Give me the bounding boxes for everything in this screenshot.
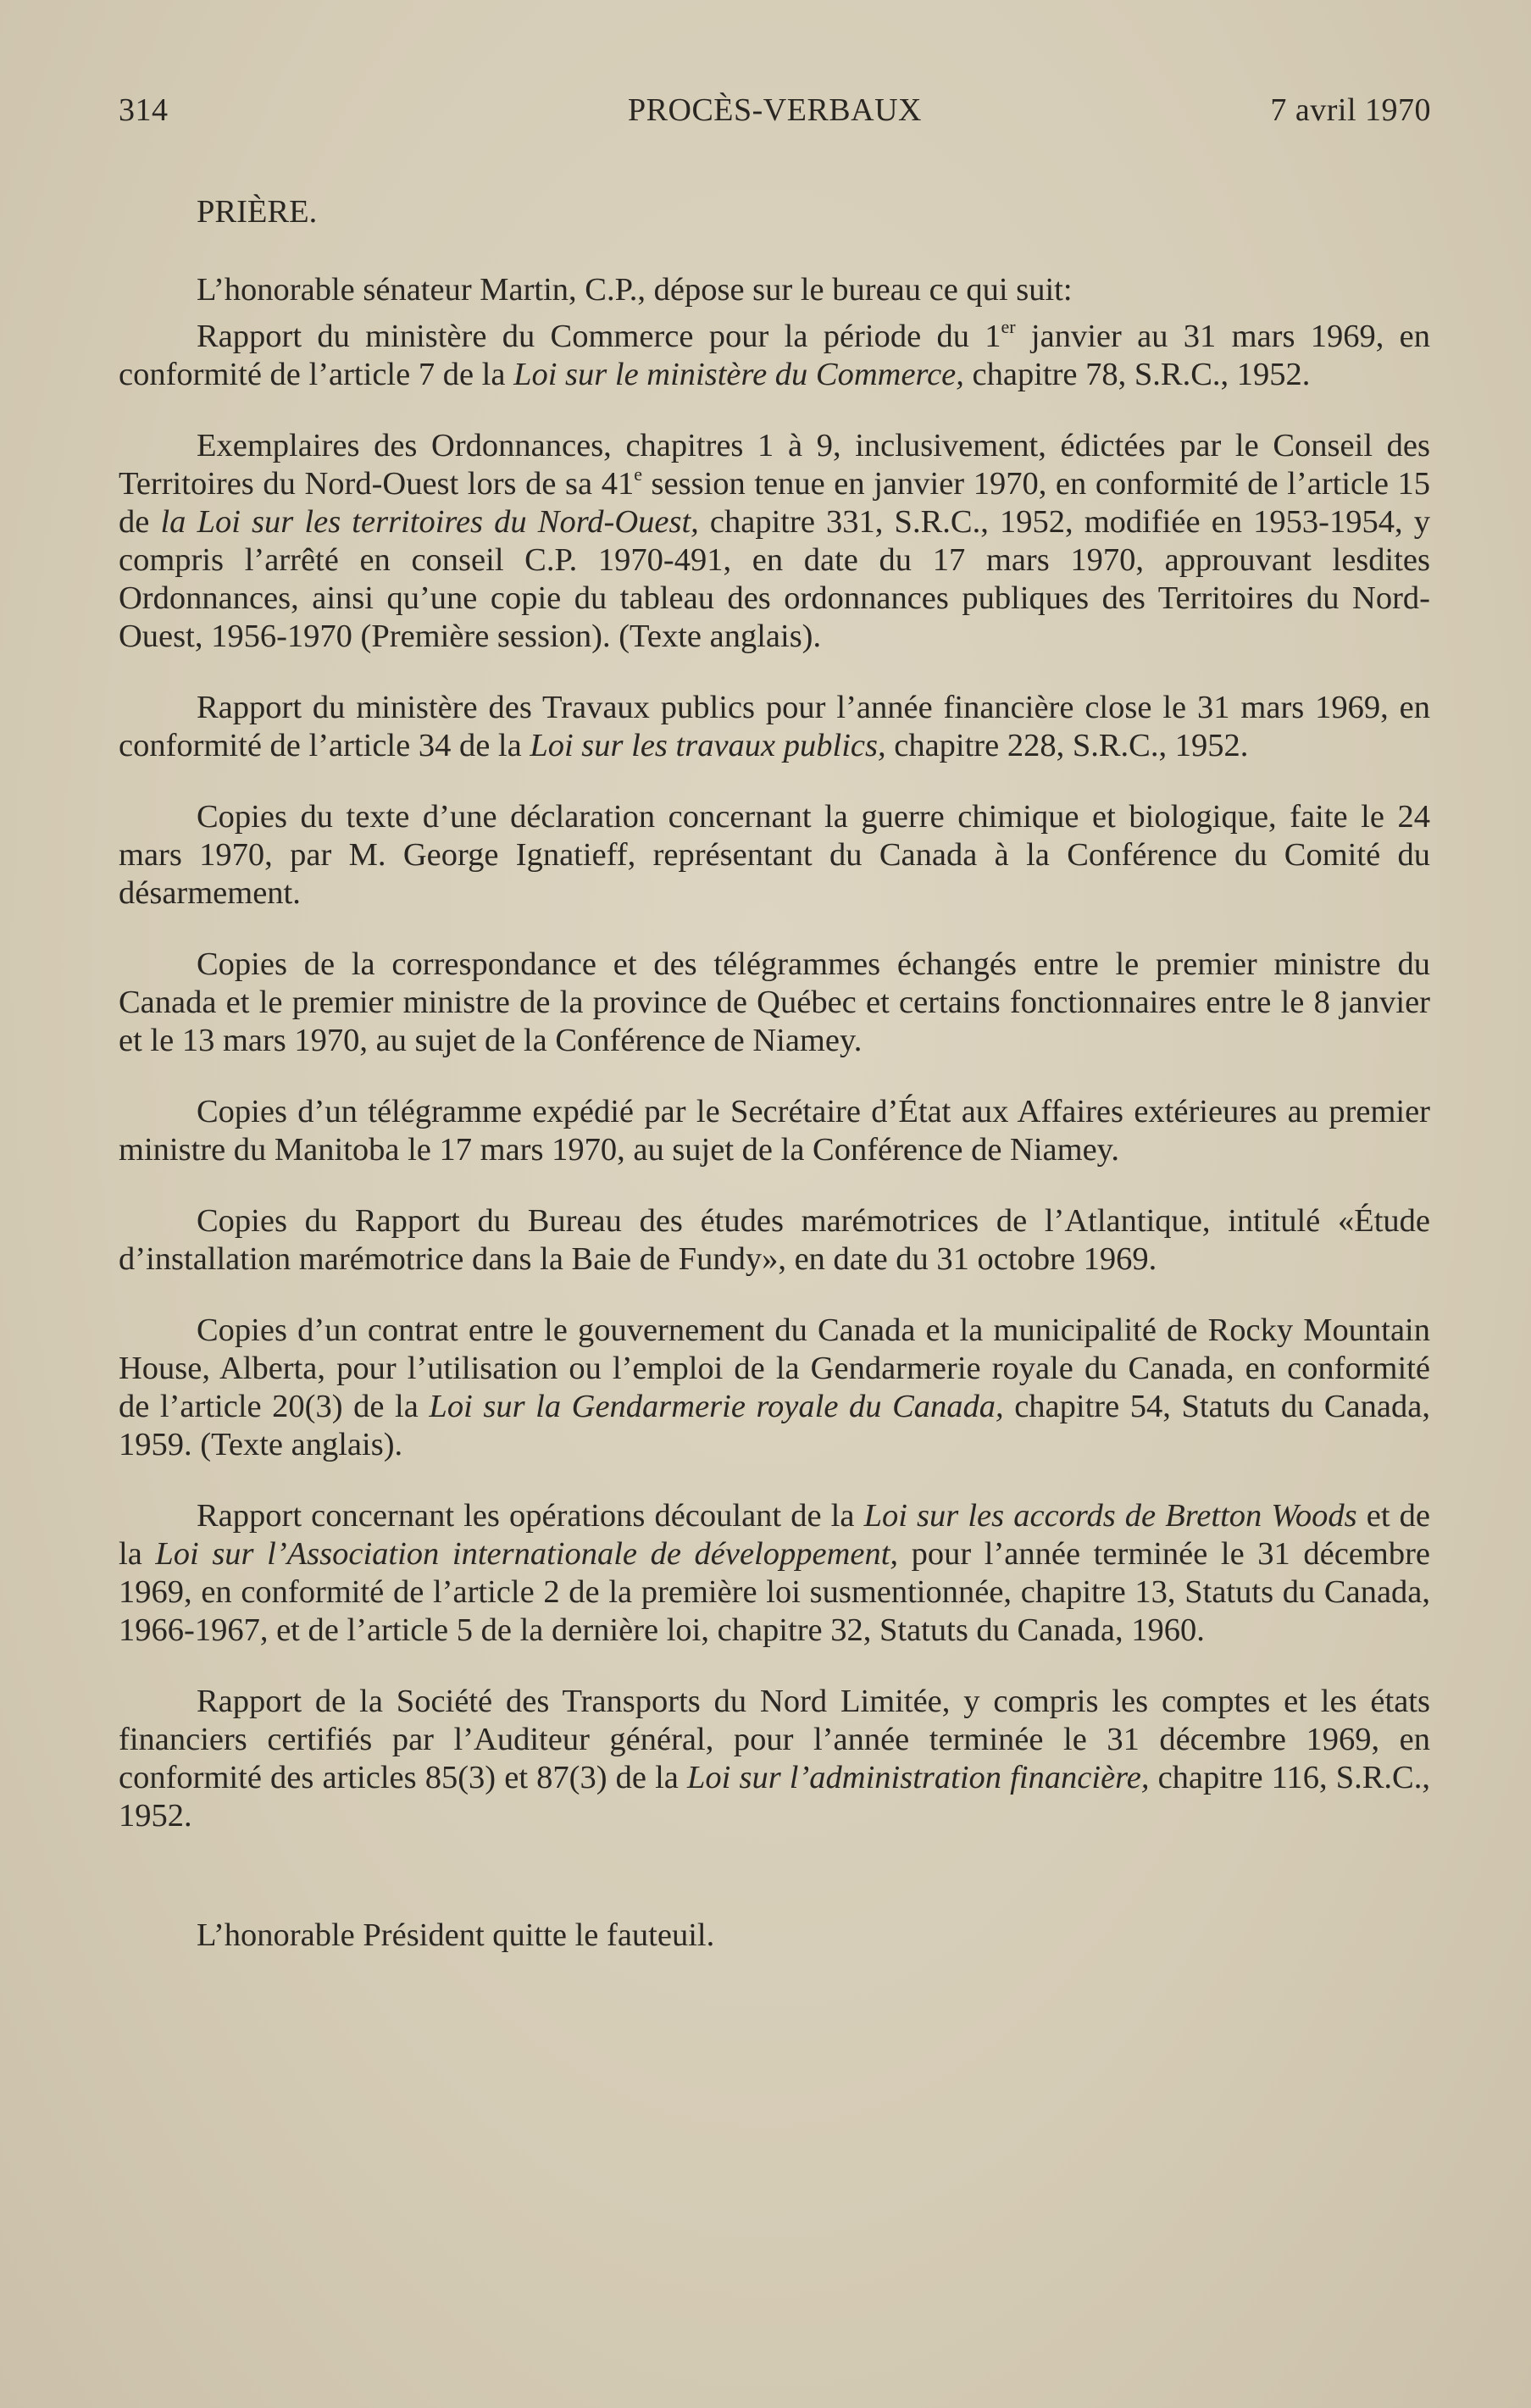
running-title: PROCÈS-VERBAUX	[628, 92, 922, 128]
paragraph-rcmp-contract: Copies d’un contrat entre le gouvernement du Canada et la municipalité de Rocky Mountain House, Alberta, pour l’utilisation ou l’emploi de la Gendarmerie royale du Canada, en conformité de l’article 20(3) de la Loi sur la Gendarmerie royale du Canada, chapitre 54, Statuts du Canada, 1959. (Texte anglais).	[119, 1312, 1430, 1462]
page-header	[119, 92, 1431, 134]
paragraph-commerce-report: Rapport du ministère du Commerce pour la période du 1er janvier au 31 mars 1969, en conformité de l’article 7 de la Loi sur le ministère du Commerce, chapitre 78, S.R.C., 1952.	[119, 316, 1430, 392]
paragraph-public-works: Rapport du ministère des Travaux publics pour l’année financière close le 31 mars 1969, en conformité de l’article 34 de la Loi sur les travaux publics, chapitre 228, S.R.C., 1952.	[119, 690, 1430, 763]
paragraph-bretton-woods: Rapport concernant les opérations découlant de la Loi sur les accords de Bretton Woods et de la Loi sur l’Association internationale de développement, pour l’année terminée le 31 décembre 1969, en conformité de l’article 2 de la première loi susmentionnée, chapitre 13, Statuts du Canada, 1966-1967, et de l’article 5 de la dernière loi, chapitre 32, Statuts du Canada, 1960.	[119, 1498, 1431, 1648]
paragraph-ordinances: Exemplaires des Ordonnances, chapitres 1 à 9, inclusivement, édictées par le Conseil des Territoires du Nord-Ouest lors de sa 41e session tenue en janvier 1970, en conformité de l’article 15 de la Loi sur les territoires du Nord-Ouest, chapitre 331, S.R.C., 1952, modifiée en 1953-1954, y compris l’arrêté en conseil C.P. 1970-491, en date du 17 mars 1970, approuvant lesdites Ordonnances, ainsi qu’une copie du tableau des ordonnances publiques des Territoires du Nord-Ouest, 1956-1970 (Première session). (Texte anglais).	[119, 428, 1430, 654]
paragraph-niamey-telegram: Copies d’un télégramme expédié par le Secrétaire d’État aux Affaires extérieures au premier ministre du Manitoba le 17 mars 1970, au sujet de la Conférence de Niamey.	[119, 1094, 1430, 1168]
header-date: 7 avril 1970	[1270, 92, 1431, 128]
paragraph-intro: L’honorable sénateur Martin, C.P., dépose sur le bureau ce qui suit:	[197, 272, 1073, 308]
closing-line: L’honorable Président quitte le fauteuil.	[197, 1917, 715, 1953]
paragraph-chemical-warfare: Copies du texte d’une déclaration concernant la guerre chimique et biologique, faite le 24 mars 1970, par M. George Ignatieff, représentant du Canada à la Conférence du Comité du désarmement.	[119, 799, 1430, 911]
prayer-heading: PRIÈRE.	[197, 194, 318, 230]
body-text	[119, 193, 1430, 1988]
page-number: 314	[119, 92, 169, 128]
paragraph-northern-transportation: Rapport de la Société des Transports du Nord Limitée, y compris les comptes et les états financiers certifiés par l’Auditeur général, pour l’année terminée le 31 décembre 1969, en conformité des articles 85(3) et 87(3) de la Loi sur l’administration financière, chapitre 116, S.R.C., 1952.	[119, 1684, 1430, 1834]
paragraph-niamey-correspondence: Copies de la correspondance et des télégrammes échangés entre le premier ministre du Canada et le premier ministre de la province de Québec et certains fonctionnaires entre le 8 janvier et le 13 mars 1970, au sujet de la Conférence de Niamey.	[119, 946, 1430, 1058]
paragraph-tidal-study: Copies du Rapport du Bureau des études marémotrices de l’Atlantique, intitulé «Étude d’installation marémotrice dans la Baie de Fundy», en date du 31 octobre 1969.	[119, 1203, 1430, 1277]
